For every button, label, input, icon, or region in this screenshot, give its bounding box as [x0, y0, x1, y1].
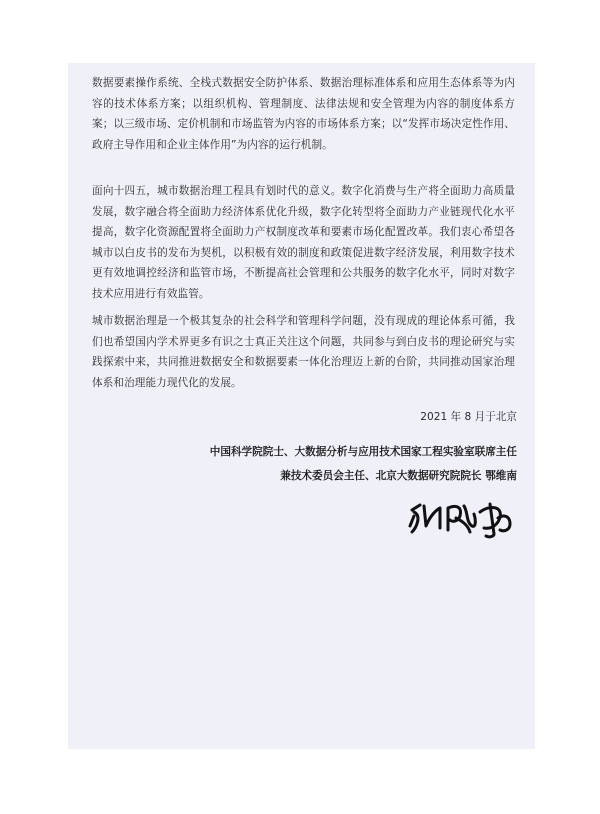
handwritten-signature: [406, 496, 516, 540]
document-page: [68, 63, 535, 749]
signatory-title-line-2: 兼技术委员会主任、北京大数据研究院院长 鄂维南: [280, 470, 517, 482]
body-paragraph-3: 城市数据治理是一个极其复杂的社会科学和管理科学问题，没有现成的理论体系可循，我们也希望国内学术界更多有识之士真正关注这个问题，共同参与到白皮书的理论研究与实践探索中来，共同推进数据安全和数据要素一体化治理迈上新的台阶，共同推动国家治理体系和治理能力现代化的发展。: [92, 315, 515, 389]
body-paragraph-1: 数据要素操作系统、全栈式数据安全防护体系、数据治理标准体系和应用生态体系等为内容的技术体系方案；以组织机构、管理制度、法律法规和安全管理为内容的制度体系方案；以三级市场、定价机制和市场监管为内容的市场体系方案；以“发挥市场决定性作用、政府主导作用和企业主体作用”为内容的运行机制。: [92, 77, 515, 151]
signatory-title-line-1: 中国科学院院士、大数据分析与应用技术国家工程实验室联席主任: [209, 446, 517, 458]
body-paragraph-2: 面向十四五，城市数据治理工程具有划时代的意义。数字化消费与生产将全面助力高质量发展，数字融合将全面助力经济体系优化升级，数字化转型将全面助力产业链现代化水平提高，数字化资源配置将全面助力产权制度改革和要素市场化配置改革。我们衷心希望各城市以白皮书的发布为契机，以积极有效的制度和政策促进数字经济发展，利用数字技术更有效地调控经济和监管市场，不断提高社会管理和公共服务的数字化水平，同时对数字技术应用进行有效监管。: [92, 185, 515, 300]
date-line: 2021 年 8 月于北京: [420, 411, 517, 423]
